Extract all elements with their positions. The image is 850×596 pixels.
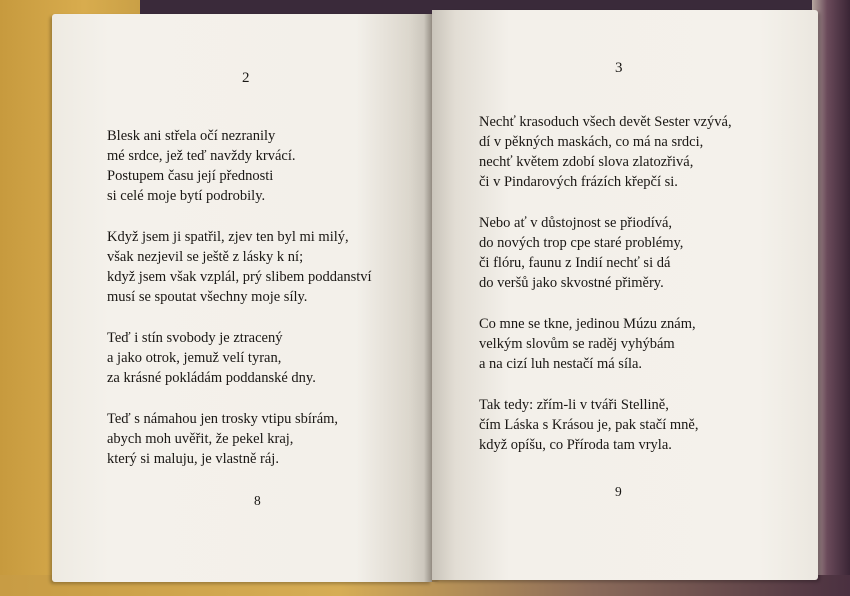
poem-line: do nových trop cpe staré problémy, bbox=[479, 235, 684, 251]
right-page bbox=[432, 10, 818, 580]
poem-line: do veršů jako skvostné přiměry. bbox=[479, 275, 664, 291]
poem-line: Tak tedy: zřím-li v tváři Stellině, bbox=[479, 397, 669, 413]
poem-line: abych moh uvěřit, že pekel kraj, bbox=[107, 431, 294, 447]
poem-line: Postupem času její přednosti bbox=[107, 168, 274, 184]
poem-line: dí v pěkných maskách, co má na srdci, bbox=[479, 134, 704, 150]
poem-line: však nezjevil se ještě z lásky k ní; bbox=[107, 249, 304, 265]
left-poem bbox=[107, 126, 372, 490]
poem-line: když opíšu, co Příroda tam vryla. bbox=[479, 437, 672, 453]
left-stanza-3 bbox=[107, 328, 372, 388]
poem-line: si celé moje bytí podrobily. bbox=[107, 188, 266, 204]
poem-line: či flóru, faunu z Indií nechť si dá bbox=[479, 255, 671, 271]
poem-line: Když jsem ji spatřil, zjev ten byl mi milý, bbox=[107, 229, 349, 245]
poem-line: čím Láska s Krásou je, pak stačí mně, bbox=[479, 417, 699, 433]
poem-line: nechť květem zdobí slova zlatozřivá, bbox=[479, 154, 694, 170]
right-stanza-1 bbox=[479, 112, 732, 192]
poem-line: za krásné pokládám poddanské dny. bbox=[107, 370, 316, 386]
right-stanza-4 bbox=[479, 395, 732, 455]
poem-line: musí se spoutat všechny moje síly. bbox=[107, 289, 308, 305]
poem-line: mé srdce, jež teď navždy krvácí. bbox=[107, 148, 296, 164]
poem-line: velkým slovům se raděj vyhýbám bbox=[479, 336, 675, 352]
poem-line: když jsem však vzplál, prý slibem poddanství bbox=[107, 269, 372, 285]
right-folio: 9 bbox=[615, 484, 622, 499]
right-poem bbox=[479, 112, 732, 476]
poem-line: a na cizí luh nestačí má síla. bbox=[479, 356, 643, 372]
poem-line: Blesk ani střela očí nezranily bbox=[107, 128, 276, 144]
right-stanza-2 bbox=[479, 213, 732, 293]
poem-line: Teď s námahou jen trosky vtipu sbírám, bbox=[107, 411, 339, 427]
poem-line: či v Pindarových frázích křepčí si. bbox=[479, 174, 678, 190]
poem-line: který si maluju, je vlastně ráj. bbox=[107, 451, 279, 467]
poem-line: Nebo ať v důstojnost se přiodívá, bbox=[479, 215, 673, 231]
poem-line: Nechť krasoduch všech devět Sester vzývá, bbox=[479, 114, 732, 130]
right-stanza-3 bbox=[479, 314, 732, 374]
left-page bbox=[52, 14, 432, 582]
left-stanza-4 bbox=[107, 409, 372, 469]
right-page-number: 3 bbox=[615, 60, 623, 76]
left-stanza-1 bbox=[107, 126, 372, 206]
left-folio: 8 bbox=[254, 493, 261, 508]
poem-line: Teď i stín svobody je ztracený bbox=[107, 330, 283, 346]
left-stanza-2 bbox=[107, 227, 372, 307]
poem-line: a jako otrok, jemuž velí tyran, bbox=[107, 350, 282, 366]
poem-line: Co mne se tkne, jedinou Múzu znám, bbox=[479, 316, 696, 332]
left-page-number: 2 bbox=[242, 70, 250, 86]
